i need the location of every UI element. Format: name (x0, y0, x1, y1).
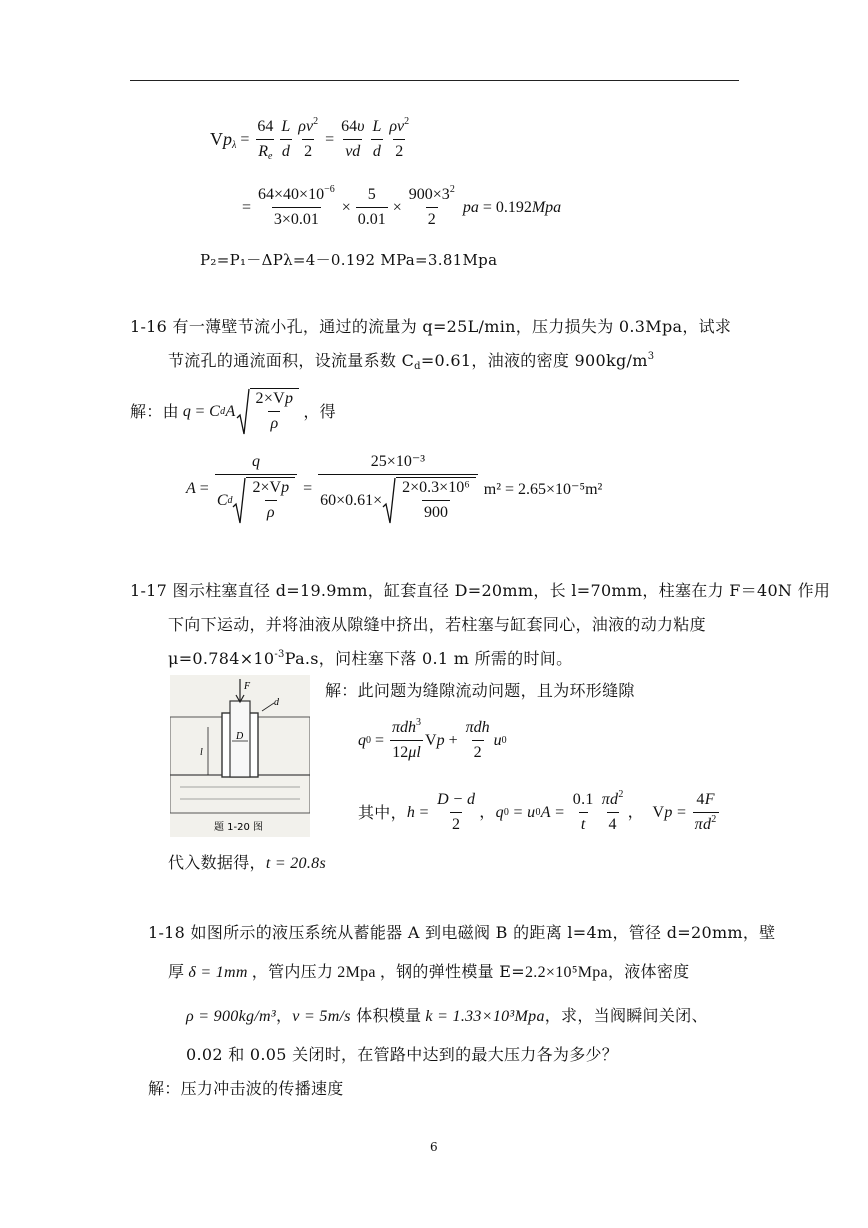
figure-caption: 题 1-20 图 (214, 822, 264, 833)
equation-pressure-loss-1: $Vp_\lambda$ = $\frac{64}{R_e}$ $\frac{L}{d}$ $\frac{\rho v^2}{2}$ = $\frac{64\upsilon}{vd}$ $\frac{L}{d}$ $\frac{\rho v^2}{2}$ (210, 116, 410, 162)
problem-1-18-line-2: 厚 δ = 1mm ，管内压力 2Mpa ，钢的弹性模量 E=2.2×10⁵Mpa，液体密度 (168, 962, 690, 981)
problem-1-16-line-1: 1-16 有一薄壁节流小孔，通过的流量为 q=25L/min，压力损失为 0.3Mpa，试求 (130, 317, 732, 336)
problem-1-18-line-4: 0.02 和 0.05 关闭时，在管路中达到的最大压力各为多少？ (186, 1045, 619, 1064)
problem-1-16-line-2: 节流孔的通流面积，设流量系数 $C_d=0.61$，油液的密度 $900kg/m^3$ (168, 351, 655, 372)
figure-label-f: F (244, 681, 251, 692)
figure-label-D: D (236, 731, 244, 742)
problem-1-17-where-line: 其中， h = $\frac{D - d}{2}$ ， q 0 = u 0 A = $\frac{0.1}{t}$ $\frac{\pi d^2}{4}$ ， Vp = $\frac{4F}{\pi d^2}$ (358, 789, 717, 833)
problem-1-18-line-3: ρ = 900kg/m³，v = 5m/s 体积模量 k = 1.33×10³Mpa，求，当阀瞬间关闭、 (186, 1006, 708, 1025)
problem-1-17-line-3: $\mu=0.784\times 10^{-3}Pa.s$，问柱塞下落 0.1 m 所需的时间。 (168, 649, 573, 668)
plunger-diagram (170, 675, 310, 837)
equation-area-result: A = q C d $\frac{2\times Vp}{\rho}$ = 25×10⁻³ 60×0.61× $\frac{\text{2×0.3×10⁶}}{900}$ m² = 2.65×10⁻⁵m² (186, 452, 602, 525)
page-number: 6 (430, 1140, 438, 1154)
problem-1-18-line-1: 1-18 如图所示的液压系统从蓄能器 A 到电磁阀 B 的距离 l=4m，管径 d=20mm，壁 (148, 923, 776, 942)
problem-1-17-line-1: 1-17 图示柱塞直径 d=19.9mm，缸套直径 D=20mm，长 l=70mm，柱塞在力 F＝40N 作用 (130, 581, 831, 600)
problem-1-17-result: 代入数据得，t = 20.8s (168, 853, 326, 872)
figure-label-l: l (200, 747, 203, 758)
problem-1-16-solution-line: 解：由 q = C d A $\frac{2\times Vp}{\rho}$ ，得 (130, 388, 336, 436)
plunger-figure (170, 675, 310, 837)
equation-gap-flow: q 0 = $\frac{\pi dh^3}{12\mu l}$ Vp + $\frac{\text{πdh}}{2}$ u 0 (358, 717, 507, 761)
p2-result-line: P₂=P₁－ΔPλ=4－0.192 MPa=3.81Mpa (200, 251, 498, 269)
problem-1-18-solution: 解：压力冲击波的传播速度 (148, 1079, 344, 1098)
header-rule (130, 80, 739, 81)
problem-1-17-line-2: 下向下运动，并将油液从隙缝中挤出，若柱塞与缸套同心，油液的动力粘度 (168, 615, 706, 634)
problem-1-17-solution: 解：此问题为缝隙流动问题，且为环形缝隙 (325, 681, 635, 700)
equation-pressure-loss-2: = $\frac{64\times 40\times 10^{-6}}{3\times 0.01}$ × $\frac{5}{0.01}$ × $\frac{900\times 3^2}{2}$ pa = 0.192Mpa (242, 184, 562, 228)
figure-label-d: d (274, 697, 279, 708)
